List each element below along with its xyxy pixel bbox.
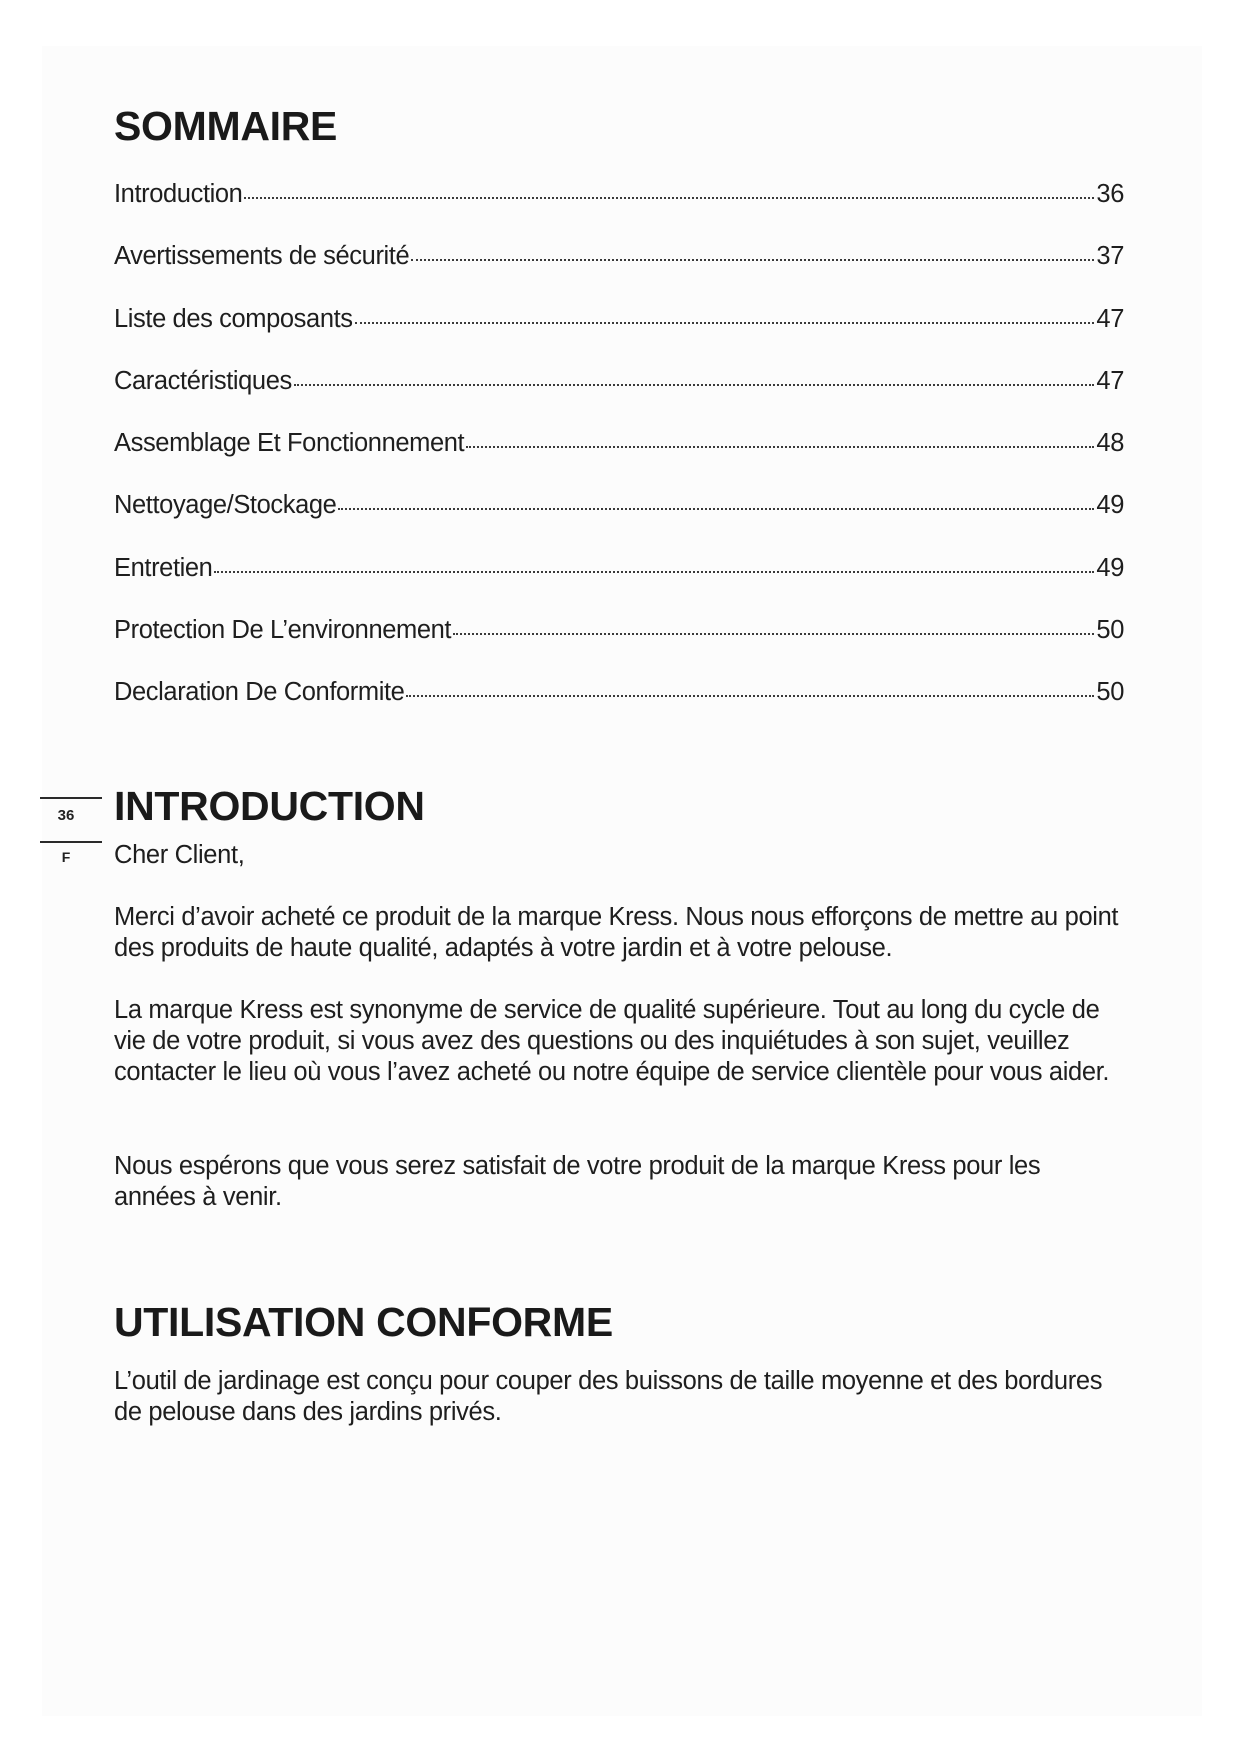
tab-rule-top <box>40 797 102 799</box>
toc-entry-title: Entretien <box>114 553 213 582</box>
tab-rule-bottom <box>40 841 102 843</box>
toc-entry-page: 50 <box>1096 616 1124 645</box>
toc-dot-leader <box>338 508 1094 510</box>
toc-entry[interactable] <box>114 678 1124 740</box>
toc-entry-title: Nettoyage/Stockage <box>114 491 337 520</box>
toc-entry-page: 49 <box>1096 491 1124 520</box>
toc-dot-leader <box>406 695 1094 697</box>
toc-dot-leader <box>214 571 1094 573</box>
toc-entry[interactable] <box>114 305 1124 367</box>
toc-dot-leader <box>466 446 1094 448</box>
toc-entry-page: 36 <box>1096 180 1124 208</box>
toc-entry-title: Introduction <box>114 180 243 208</box>
toc-entry-page: 48 <box>1096 429 1124 458</box>
intro-paragraph: Merci d’avoir acheté ce produit de la marque Kress. Nous nous efforçons de mettre au point des produits de haute qualité, adaptés à votre jardin et à votre pelouse. <box>114 903 1119 962</box>
toc-entry[interactable] <box>114 429 1124 491</box>
intro-paragraph: La marque Kress est synonyme de service de qualité supérieure. Tout au long du cycle de vie de votre produit, si vous avez des questions ou des inquiétudes à son sujet, veuillez contacter le lieu où vous l’avez acheté ou notre équipe de service clientèle pour vous aider. <box>114 996 1110 1086</box>
toc-entry-page: 37 <box>1096 242 1124 271</box>
toc-entry[interactable] <box>114 242 1124 304</box>
toc-dot-leader <box>411 259 1094 261</box>
toc-heading: SOMMAIRE <box>114 103 338 149</box>
toc-entry-page: 47 <box>1096 366 1124 395</box>
toc-dot-leader <box>294 384 1095 386</box>
toc-entry-title: Liste des composants <box>114 304 353 333</box>
toc-entry-title: Protection De L’environnement <box>114 616 452 645</box>
toc-dot-leader <box>244 197 1094 199</box>
toc-entry-page: 50 <box>1096 678 1124 707</box>
toc-entry[interactable] <box>114 616 1124 678</box>
page-tab <box>40 797 102 867</box>
toc-entry[interactable] <box>114 554 1124 616</box>
toc-dot-leader <box>453 633 1094 635</box>
intended-use-heading: UTILISATION CONFORME <box>114 1299 613 1345</box>
greeting-text: Cher Client, <box>114 841 245 869</box>
toc-dot-leader <box>355 322 1095 324</box>
toc-entry[interactable] <box>114 367 1124 429</box>
toc-entry-title: Assemblage Et Fonctionnement <box>114 429 465 458</box>
toc-entry[interactable] <box>114 180 1124 242</box>
toc-entry-title: Avertissements de sécurité <box>114 242 410 271</box>
language-code: F <box>61 849 71 865</box>
intended-use-text: L’outil de jardinage est conçu pour couper des buissons de taille moyenne et des bordures de pelouse dans des jardins privés. <box>114 1367 1103 1426</box>
toc-entry[interactable] <box>114 491 1124 553</box>
introduction-heading: INTRODUCTION <box>114 783 425 829</box>
toc-entry-page: 47 <box>1096 304 1124 333</box>
intro-paragraph: Nous espérons que vous serez satisfait de votre produit de la marque Kress pour les années à venir. <box>114 1152 1041 1211</box>
toc-entry-page: 49 <box>1096 553 1124 582</box>
table-of-contents <box>114 180 1124 741</box>
toc-entry-title: Declaration De Conformite <box>114 678 405 707</box>
page-number: 36 <box>57 807 75 824</box>
toc-entry-title: Caractéristiques <box>114 366 292 395</box>
